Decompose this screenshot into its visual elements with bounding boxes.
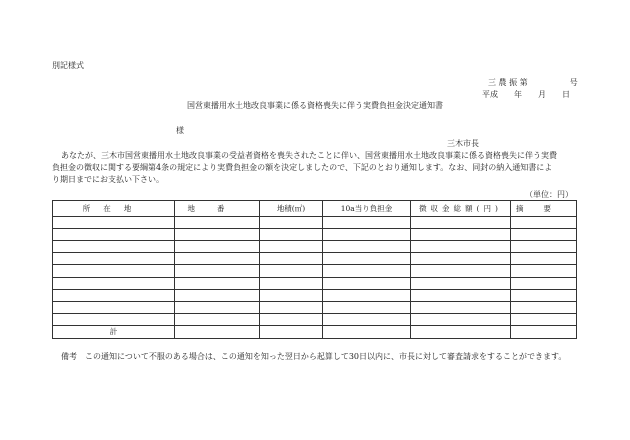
form-label: 別記様式 — [52, 61, 84, 70]
table-header-row — [53, 201, 577, 217]
table-total-row — [53, 325, 577, 338]
header-charge-per-10a: 10a当り負担金 — [323, 201, 411, 217]
total-label: 計 — [53, 325, 175, 338]
unit-label: （単位：円） — [525, 190, 573, 199]
table-row — [53, 301, 577, 313]
table-row — [53, 241, 577, 253]
body-line-3: り期日までにお支払い下さい。 — [52, 175, 164, 184]
table-row — [53, 277, 577, 289]
document-title: 国営東播用水土地改良事業に係る資格喪失に伴う実費負担金決定通知書 — [187, 101, 443, 110]
header-lot-number: 地番 — [175, 201, 260, 217]
header-area: 地積(㎡) — [260, 201, 323, 217]
table-row — [53, 229, 577, 241]
charge-table — [52, 200, 577, 339]
table-row — [53, 217, 577, 229]
issue-date: 平成 年 月 日 — [482, 90, 570, 99]
body-line-1: あなたが、三木市国営東播用水土地改良事業の受益者資格を喪失されたことに伴い、国営東播用水土地改良事業に係る資格喪失に伴う実費 — [61, 151, 557, 160]
recipient-suffix: 様 — [176, 126, 184, 135]
remarks-note: 備考 この通知について不服のある場合は、この通知を知った翌日から起算して30日以内に、市長に対して審査請求をすることができます。 — [61, 352, 567, 361]
document-number: 三 農 振 第 号 — [488, 78, 578, 87]
table-row — [53, 313, 577, 325]
table-row — [53, 265, 577, 277]
header-location: 所在地 — [53, 201, 175, 217]
sender-name: 三木市長 — [447, 139, 479, 148]
header-total-amount: 徴収金総額(円) — [411, 201, 511, 217]
body-line-2: 負担金の徴収に関する要綱第4条の規定により実費負担金の額を決定しましたので、下記のとおり通知します。なお、同封の納入通知書によ — [52, 163, 553, 172]
header-remarks: 摘要 — [511, 201, 577, 217]
table-row — [53, 289, 577, 301]
table-row — [53, 253, 577, 265]
notice-body — [52, 150, 580, 186]
